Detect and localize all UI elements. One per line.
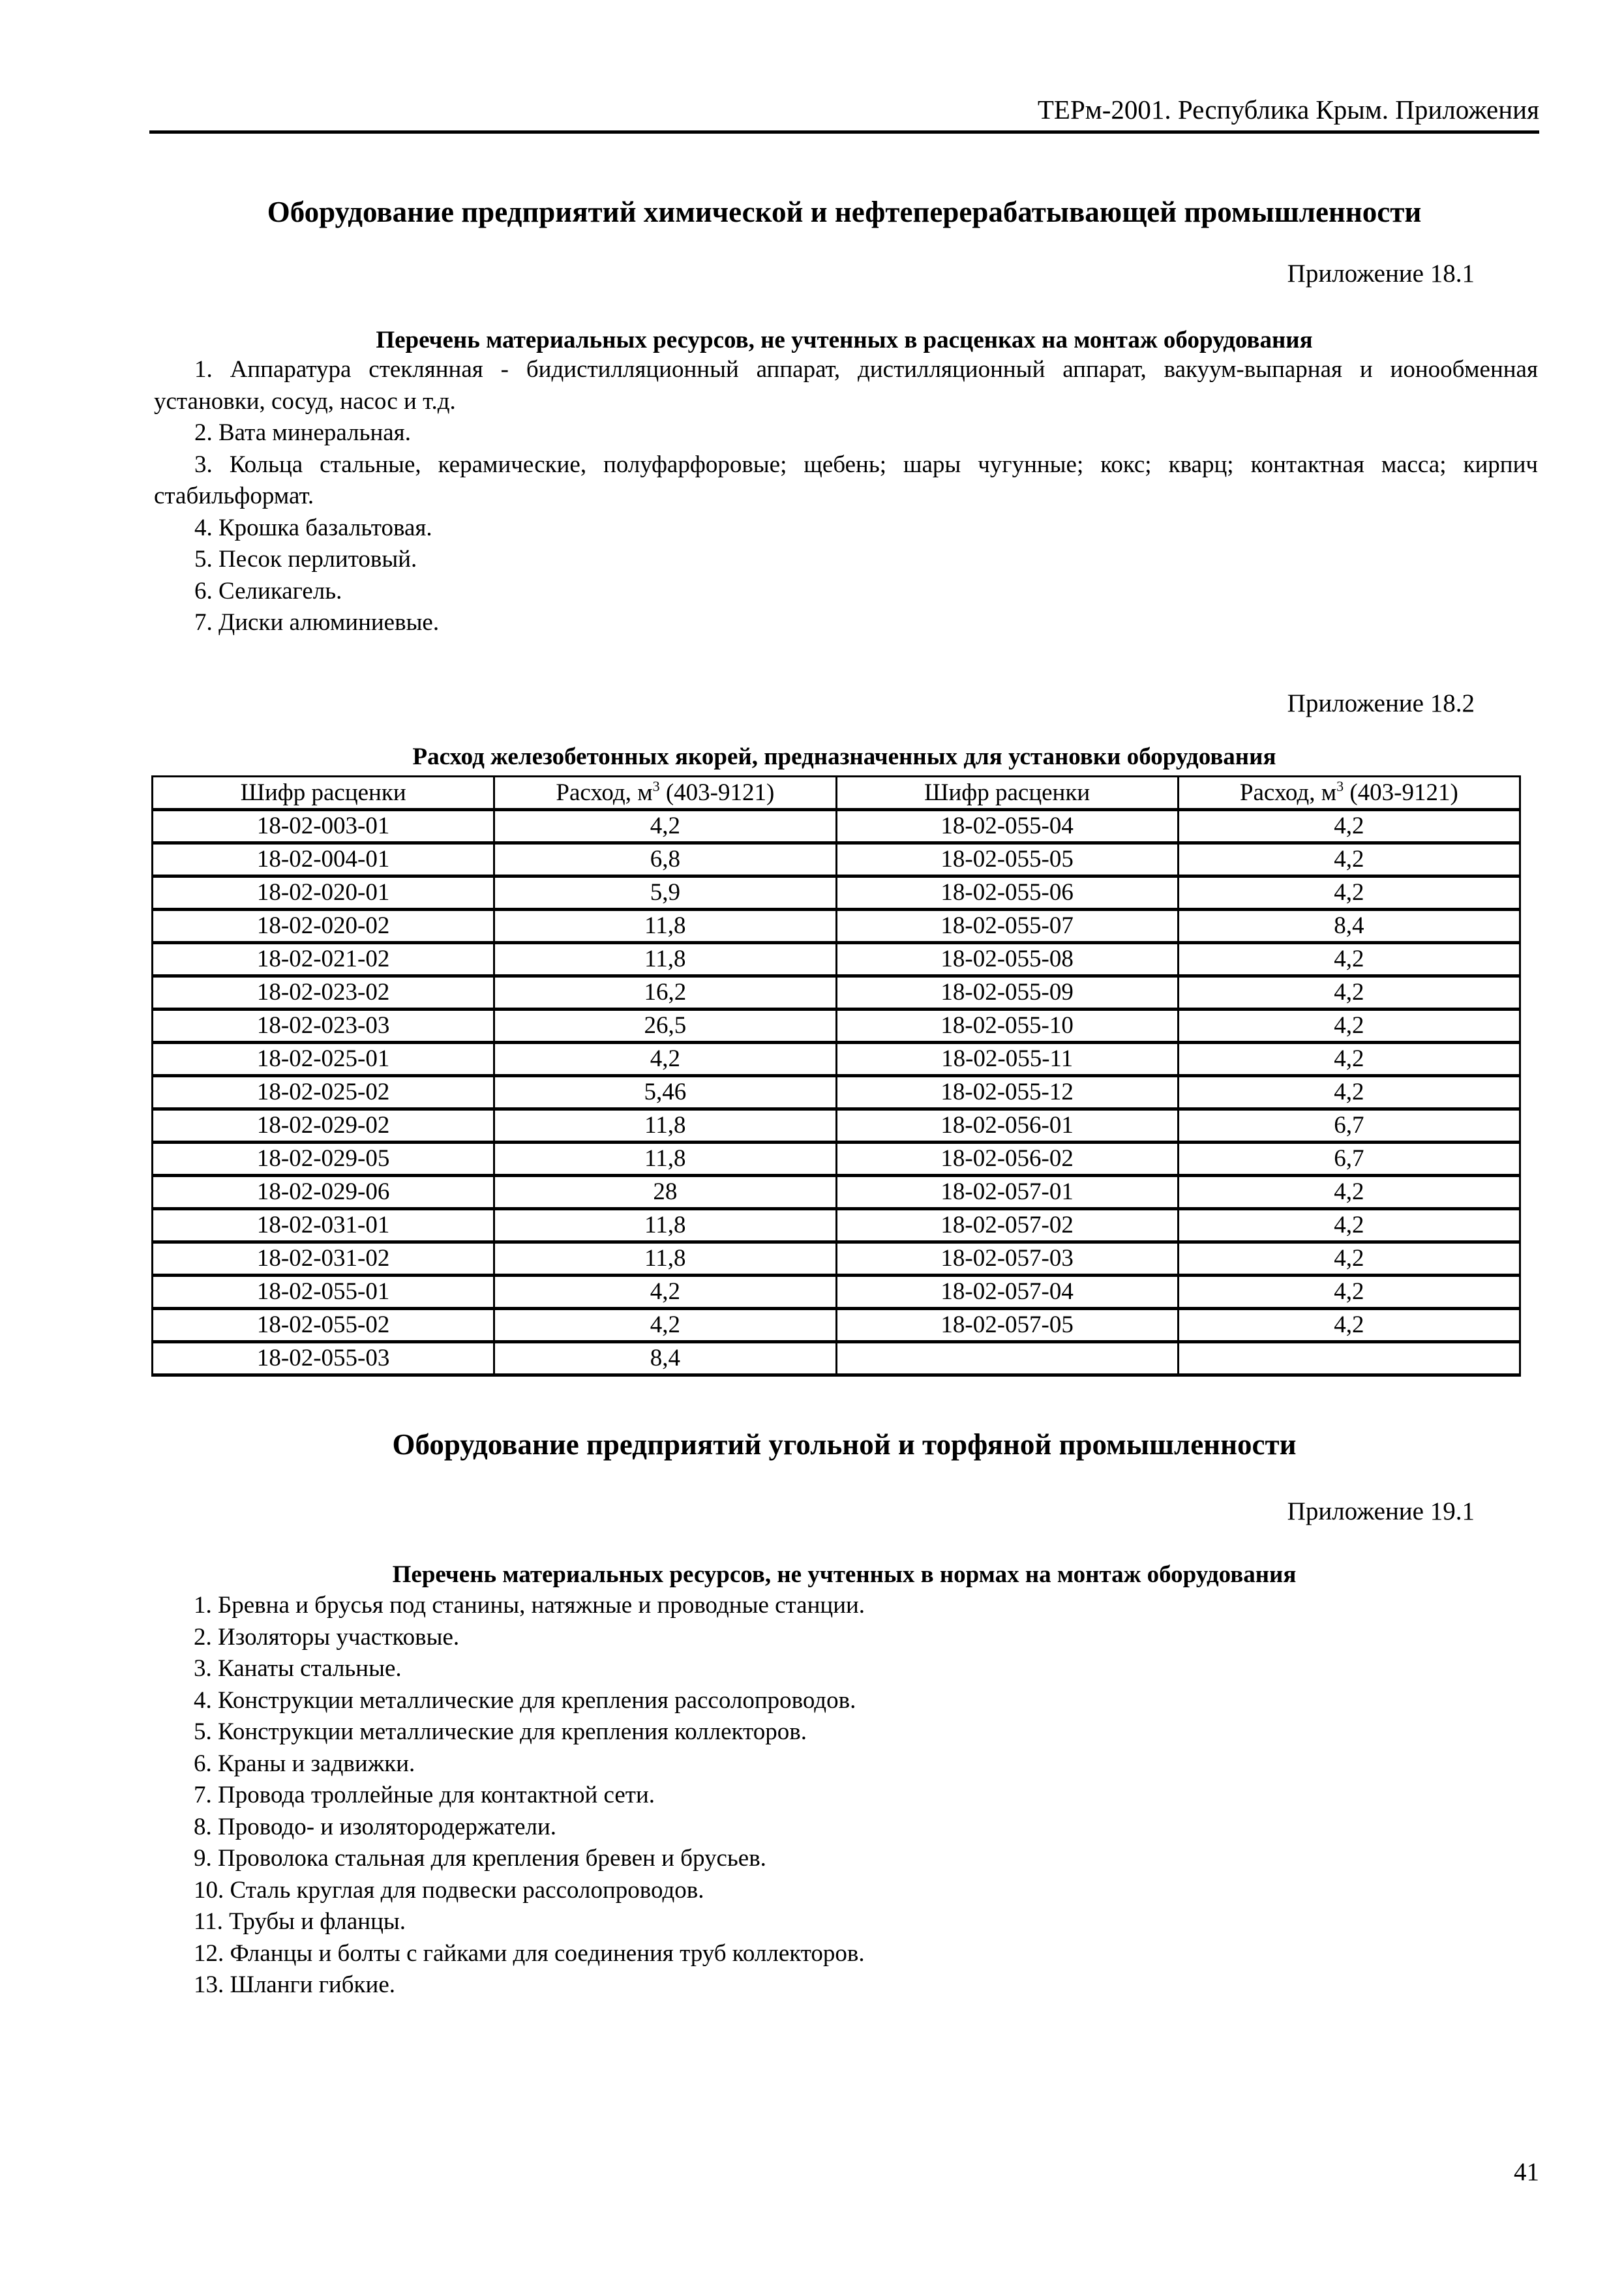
appendix-label-18-2: Приложение 18.2 <box>1287 689 1475 717</box>
list-item: 7. Провода троллейные для контактной сети. <box>194 1782 655 1808</box>
list-item: 7. Диски алюминиевые. <box>194 609 440 636</box>
table-row <box>153 810 1520 843</box>
cell-consumption: 5,46 <box>494 1076 836 1109</box>
cell-code: 18-02-057-02 <box>836 1209 1178 1242</box>
table-row <box>153 1209 1520 1242</box>
cell-code: 18-02-055-05 <box>836 843 1178 876</box>
cell-consumption: 28 <box>494 1176 836 1209</box>
list-item: 3. Канаты стальные. <box>194 1655 402 1682</box>
list-title-18-1: Перечень материальных ресурсов, не учтенных в расценках на монтаж оборудования <box>376 327 1313 353</box>
table-row <box>153 943 1520 976</box>
cell-code: 18-02-020-02 <box>153 910 494 943</box>
cell-code: 18-02-055-11 <box>836 1043 1178 1076</box>
list-item: 12. Фланцы и болты с гайками для соединения труб коллекторов. <box>194 1939 865 1967</box>
cell-code: 18-02-055-10 <box>836 1010 1178 1043</box>
list-item: 8. Проводо- и изолятородержатели. <box>194 1813 557 1840</box>
cell-consumption: 11,8 <box>494 1109 836 1143</box>
materials-list-19-1 <box>194 1590 1537 2001</box>
cell-code: 18-02-004-01 <box>153 843 494 876</box>
list-item: 10. Сталь круглая для подвески рассолопроводов. <box>194 1876 704 1904</box>
cell-code: 18-02-055-01 <box>153 1276 494 1309</box>
cell-consumption: 16,2 <box>494 976 836 1010</box>
cell-code <box>836 1342 1178 1375</box>
table-header-row <box>153 777 1520 810</box>
list-item: 1. Бревна и брусья под станины, натяжные и проводные станции. <box>194 1592 865 1619</box>
table-row <box>153 910 1520 943</box>
cell-code: 18-02-023-02 <box>153 976 494 1010</box>
cell-code: 18-02-055-08 <box>836 943 1178 976</box>
page-number: 41 <box>1514 2158 1539 2186</box>
cell-code: 18-02-057-03 <box>836 1242 1178 1276</box>
column-header-code: Шифр расценки <box>153 777 494 810</box>
list-item: 11. Трубы и фланцы. <box>194 1908 406 1935</box>
table-row <box>153 1109 1520 1143</box>
cell-consumption: 4,2 <box>1178 810 1520 843</box>
cell-code: 18-02-031-01 <box>153 1209 494 1242</box>
cell-consumption: 4,2 <box>1178 1010 1520 1043</box>
cell-code: 18-02-025-02 <box>153 1076 494 1109</box>
cell-code: 18-02-055-12 <box>836 1076 1178 1109</box>
table-row <box>153 1276 1520 1309</box>
table-row <box>153 876 1520 910</box>
cell-consumption: 26,5 <box>494 1010 836 1043</box>
header-rule <box>149 130 1539 134</box>
cell-code: 18-02-056-02 <box>836 1143 1178 1176</box>
list-item: 5. Песок перлитовый. <box>194 546 417 573</box>
list-item: 2. Изоляторы участковые. <box>194 1623 460 1651</box>
cell-consumption: 4,2 <box>1178 1043 1520 1076</box>
cell-consumption: 11,8 <box>494 910 836 943</box>
list-item: 2. Вата минеральная. <box>194 419 411 446</box>
list-item: 9. Проволока стальная для крепления бревен и брусьев. <box>194 1845 766 1872</box>
table-row <box>153 976 1520 1010</box>
cell-consumption: 6,8 <box>494 843 836 876</box>
cell-consumption: 4,2 <box>494 1276 836 1309</box>
resource-code: (403-9121) <box>659 779 775 806</box>
table-title-18-2: Расход железобетонных якорей, предназначенных для установки оборудования <box>412 743 1276 770</box>
cell-code: 18-02-055-07 <box>836 910 1178 943</box>
cell-code: 18-02-025-01 <box>153 1043 494 1076</box>
list-item: 6. Краны и задвижки. <box>194 1750 415 1777</box>
table-row <box>153 1143 1520 1176</box>
cell-consumption: 11,8 <box>494 1242 836 1276</box>
cell-consumption: 11,8 <box>494 1143 836 1176</box>
cell-code: 18-02-057-01 <box>836 1176 1178 1209</box>
cell-code: 18-02-055-09 <box>836 976 1178 1010</box>
list-title-19-1: Перечень материальных ресурсов, не учтенных в нормах на монтаж оборудования <box>392 1561 1297 1588</box>
cell-consumption: 4,2 <box>494 1309 836 1342</box>
appendix-label-18-1: Приложение 18.1 <box>1287 260 1475 288</box>
cell-consumption: 8,4 <box>494 1342 836 1375</box>
column-header-consumption <box>494 777 836 810</box>
cell-consumption: 4,2 <box>1178 843 1520 876</box>
list-item: 3. Кольца стальные, керамические, полуфарфоровые; щебень; шары чугунные; кокс; кварц; контактная масса; кирпич стабильформат. <box>154 451 1538 509</box>
cell-consumption: 4,2 <box>1178 943 1520 976</box>
resource-code: (403-9121) <box>1344 779 1458 806</box>
cell-consumption: 4,2 <box>1178 1242 1520 1276</box>
table-row <box>153 843 1520 876</box>
unit-superscript: 3 <box>652 777 660 794</box>
unit-superscript: 3 <box>1336 777 1344 794</box>
column-header-consumption-label: Расход, м <box>1239 779 1337 806</box>
section-title-chemical: Оборудование предприятий химической и нефтеперерабатывающей промышленности <box>267 196 1422 228</box>
anchors-consumption-table <box>151 775 1521 1377</box>
cell-consumption: 11,8 <box>494 1209 836 1242</box>
cell-code: 18-02-031-02 <box>153 1242 494 1276</box>
cell-code: 18-02-020-01 <box>153 876 494 910</box>
cell-consumption: 6,7 <box>1178 1109 1520 1143</box>
cell-code: 18-02-023-03 <box>153 1010 494 1043</box>
cell-consumption: 4,2 <box>1178 976 1520 1010</box>
table-row <box>153 1076 1520 1109</box>
cell-consumption: 4,2 <box>494 1043 836 1076</box>
cell-consumption: 5,9 <box>494 876 836 910</box>
cell-consumption: 4,2 <box>1178 1276 1520 1309</box>
cell-code: 18-02-055-06 <box>836 876 1178 910</box>
column-header-consumption-label: Расход, м <box>556 779 653 806</box>
list-item: 6. Селикагель. <box>194 577 342 605</box>
cell-code: 18-02-057-04 <box>836 1276 1178 1309</box>
table-row <box>153 1176 1520 1209</box>
table-row <box>153 1342 1520 1375</box>
list-item: 4. Крошка базальтовая. <box>194 514 432 541</box>
cell-consumption: 4,2 <box>1178 1176 1520 1209</box>
cell-code: 18-02-029-05 <box>153 1143 494 1176</box>
cell-consumption: 4,2 <box>494 810 836 843</box>
cell-code: 18-02-055-03 <box>153 1342 494 1375</box>
cell-consumption: 4,2 <box>1178 1209 1520 1242</box>
cell-code: 18-02-055-04 <box>836 810 1178 843</box>
cell-code: 18-02-021-02 <box>153 943 494 976</box>
cell-consumption: 4,2 <box>1178 876 1520 910</box>
materials-list-18-1 <box>154 354 1538 639</box>
table-row <box>153 1309 1520 1342</box>
appendix-label-19-1: Приложение 19.1 <box>1287 1497 1475 1525</box>
table-row <box>153 1043 1520 1076</box>
cell-code: 18-02-057-05 <box>836 1309 1178 1342</box>
list-item: 1. Аппаратура стеклянная - бидистилляционный аппарат, дистилляционный аппарат, вакуум-выпарная и ионообменная установки, сосуд, насос и т.д. <box>154 356 1538 415</box>
column-header-consumption <box>1178 777 1520 810</box>
list-item: 13. Шланги гибкие. <box>194 1971 395 1998</box>
section-title-coal-peat: Оборудование предприятий угольной и торфяной промышленности <box>392 1428 1297 1461</box>
cell-consumption <box>1178 1342 1520 1375</box>
cell-code: 18-02-055-02 <box>153 1309 494 1342</box>
running-header: ТЕРм-2001. Республика Крым. Приложения <box>1037 95 1539 125</box>
cell-consumption: 4,2 <box>1178 1309 1520 1342</box>
cell-code: 18-02-029-02 <box>153 1109 494 1143</box>
cell-code: 18-02-056-01 <box>836 1109 1178 1143</box>
table-row <box>153 1010 1520 1043</box>
column-header-code: Шифр расценки <box>836 777 1178 810</box>
cell-consumption: 6,7 <box>1178 1143 1520 1176</box>
cell-consumption: 11,8 <box>494 943 836 976</box>
cell-consumption: 8,4 <box>1178 910 1520 943</box>
table-row <box>153 1242 1520 1276</box>
cell-code: 18-02-029-06 <box>153 1176 494 1209</box>
list-item: 5. Конструкции металлические для крепления коллекторов. <box>194 1718 807 1745</box>
cell-consumption: 4,2 <box>1178 1076 1520 1109</box>
cell-code: 18-02-003-01 <box>153 810 494 843</box>
list-item: 4. Конструкции металлические для крепления рассолопроводов. <box>194 1686 856 1714</box>
